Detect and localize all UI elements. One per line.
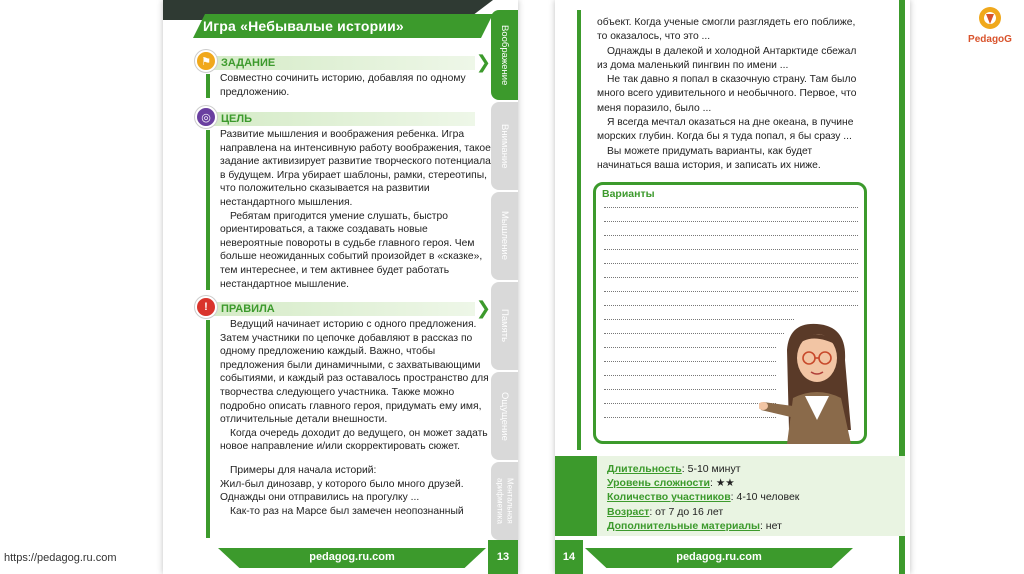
writing-line	[604, 291, 858, 292]
right-footer	[555, 540, 905, 574]
goal-label: ЦЕЛЬ	[221, 113, 252, 125]
side-tabs	[491, 10, 518, 540]
task-text: Совместно сочинить историю, добавляя по одному предложению.	[220, 73, 466, 98]
rules-example-2: Как-то раз на Марсе был замечен неопознанный	[230, 505, 464, 517]
writing-line	[604, 375, 776, 376]
writing-line	[604, 333, 784, 334]
tab-attention[interactable]: Внимание	[491, 102, 518, 190]
writing-line	[604, 417, 776, 418]
footer-url: pedagog.ru.com	[309, 551, 395, 563]
page-number: 13	[488, 540, 518, 574]
left-footer	[163, 540, 518, 574]
task-label: ЗАДАНИЕ	[221, 57, 276, 69]
writing-line	[604, 347, 776, 348]
task-section	[199, 54, 491, 100]
exclamation-icon: !	[195, 296, 217, 318]
writing-line	[604, 403, 776, 404]
brand-name: PedagoG	[968, 34, 1012, 45]
info-age: Возраст: от 7 до 16 лет	[607, 505, 724, 518]
writing-line	[604, 235, 858, 236]
story-text-2: Однажды в далекой и холодной Антарктиде сбежал из дома маленький пингвин по имени ...	[597, 45, 857, 71]
page-number: 14	[555, 540, 583, 574]
variants-title: Варианты	[602, 188, 655, 200]
story-text-5: Вы можете придумать варианты, как будет начинаться ваша история, и записать их ниже.	[597, 145, 821, 171]
rules-examples-heading: Примеры для начала историй:	[230, 464, 377, 476]
info-difficulty: Уровень сложности: ★★	[607, 477, 735, 490]
writing-line	[604, 305, 858, 306]
story-text-1: объект. Когда ученые смогли разглядеть его поближе, то оказалось, что это ...	[597, 17, 856, 43]
pedagog-logo[interactable]	[960, 4, 1020, 46]
writing-line	[604, 361, 776, 362]
tab-sensation[interactable]: Ощущение	[491, 372, 518, 460]
title-bar	[163, 0, 493, 38]
game-title: Игра «Небывалые истории»	[203, 18, 404, 34]
flag-icon: ⚑	[195, 50, 217, 72]
tab-mental-arithmetic[interactable]: Ментальная арифметика	[491, 462, 518, 540]
writing-line	[604, 207, 858, 208]
left-page	[163, 0, 518, 574]
goal-paragraph-2: Ребятам пригодится умение слушать, быстро ориентироваться, а также создавать новые невероятные повороты в судьбе главного героя. Чем больше неожиданных событий произойдет в «сказке», тем интереснее, и тем активнее будет работать нестандартное мышление.	[220, 210, 483, 290]
arrow-right-icon: ❯	[475, 298, 491, 318]
story-text-4: Я всегда мечтал оказаться на дне океана, в пучине морских глубин. Когда бы я туда попал, я бы сразу ...	[597, 117, 854, 143]
writing-line	[604, 263, 858, 264]
rules-label: ПРАВИЛА	[221, 303, 275, 315]
tab-memory[interactable]: Память	[491, 282, 518, 370]
star-icon: ★★	[715, 477, 735, 490]
target-icon: ◎	[195, 106, 217, 128]
writing-line	[604, 389, 776, 390]
story-examples	[597, 16, 867, 173]
footer-url: pedagog.ru.com	[676, 551, 762, 563]
site-url[interactable]: https://pedagog.ru.com	[4, 552, 117, 564]
rules-paragraph-2: Когда очередь доходит до ведущего, он может задать новое направление и/или скорректировать сюжет.	[220, 427, 488, 453]
page-border	[577, 10, 581, 450]
teacher-illustration	[759, 320, 869, 444]
rules-example-1: Жил-был динозавр, у которого было много друзей. Однажды они отправились на прогулку ...	[220, 478, 464, 504]
tab-thinking[interactable]: Мышление	[491, 192, 518, 280]
info-materials: Дополнительные материалы: нет	[607, 519, 782, 532]
right-page	[555, 0, 910, 574]
rules-paragraph-1: Ведущий начинает историю с одного предложения. Затем участники по цепочке добавляют в рассказ по одному предложению каждый. Важно, чтобы предложения были динамичными, с захватывающими событиями, и каждый раз оставалось пространство для творчества следующего участника. Также можно подробно описать главного героя, придумать ему имя, отличительные детали внешности.	[220, 319, 489, 426]
goal-section	[199, 110, 491, 290]
info-duration: Длительность: 5-10 минут	[607, 463, 741, 475]
writing-line	[604, 249, 858, 250]
logo-icon	[960, 4, 1020, 34]
info-panel	[555, 456, 905, 536]
writing-line	[604, 221, 858, 222]
arrow-right-icon: ❯	[475, 52, 491, 72]
info-participants: Количество участников: 4-10 человек	[607, 491, 800, 504]
tab-imagination[interactable]: Воображение	[491, 10, 518, 100]
rules-section	[199, 300, 491, 530]
writing-line	[604, 277, 858, 278]
story-text-3: Не так давно я попал в сказочную страну. Там было много всего удивительного и необычного. Первое, что меня поразило, было ...	[597, 74, 857, 114]
goal-paragraph-1: Развитие мышления и воображения ребенка. Игра направлена на интенсивную работу воображения, такое задание активизирует развитие творческого потенциала в будущем. Игра убирает шаблоны, рамки, стереотипы, что положительно сказывается на развитии нестандартного мышления.	[220, 129, 491, 208]
